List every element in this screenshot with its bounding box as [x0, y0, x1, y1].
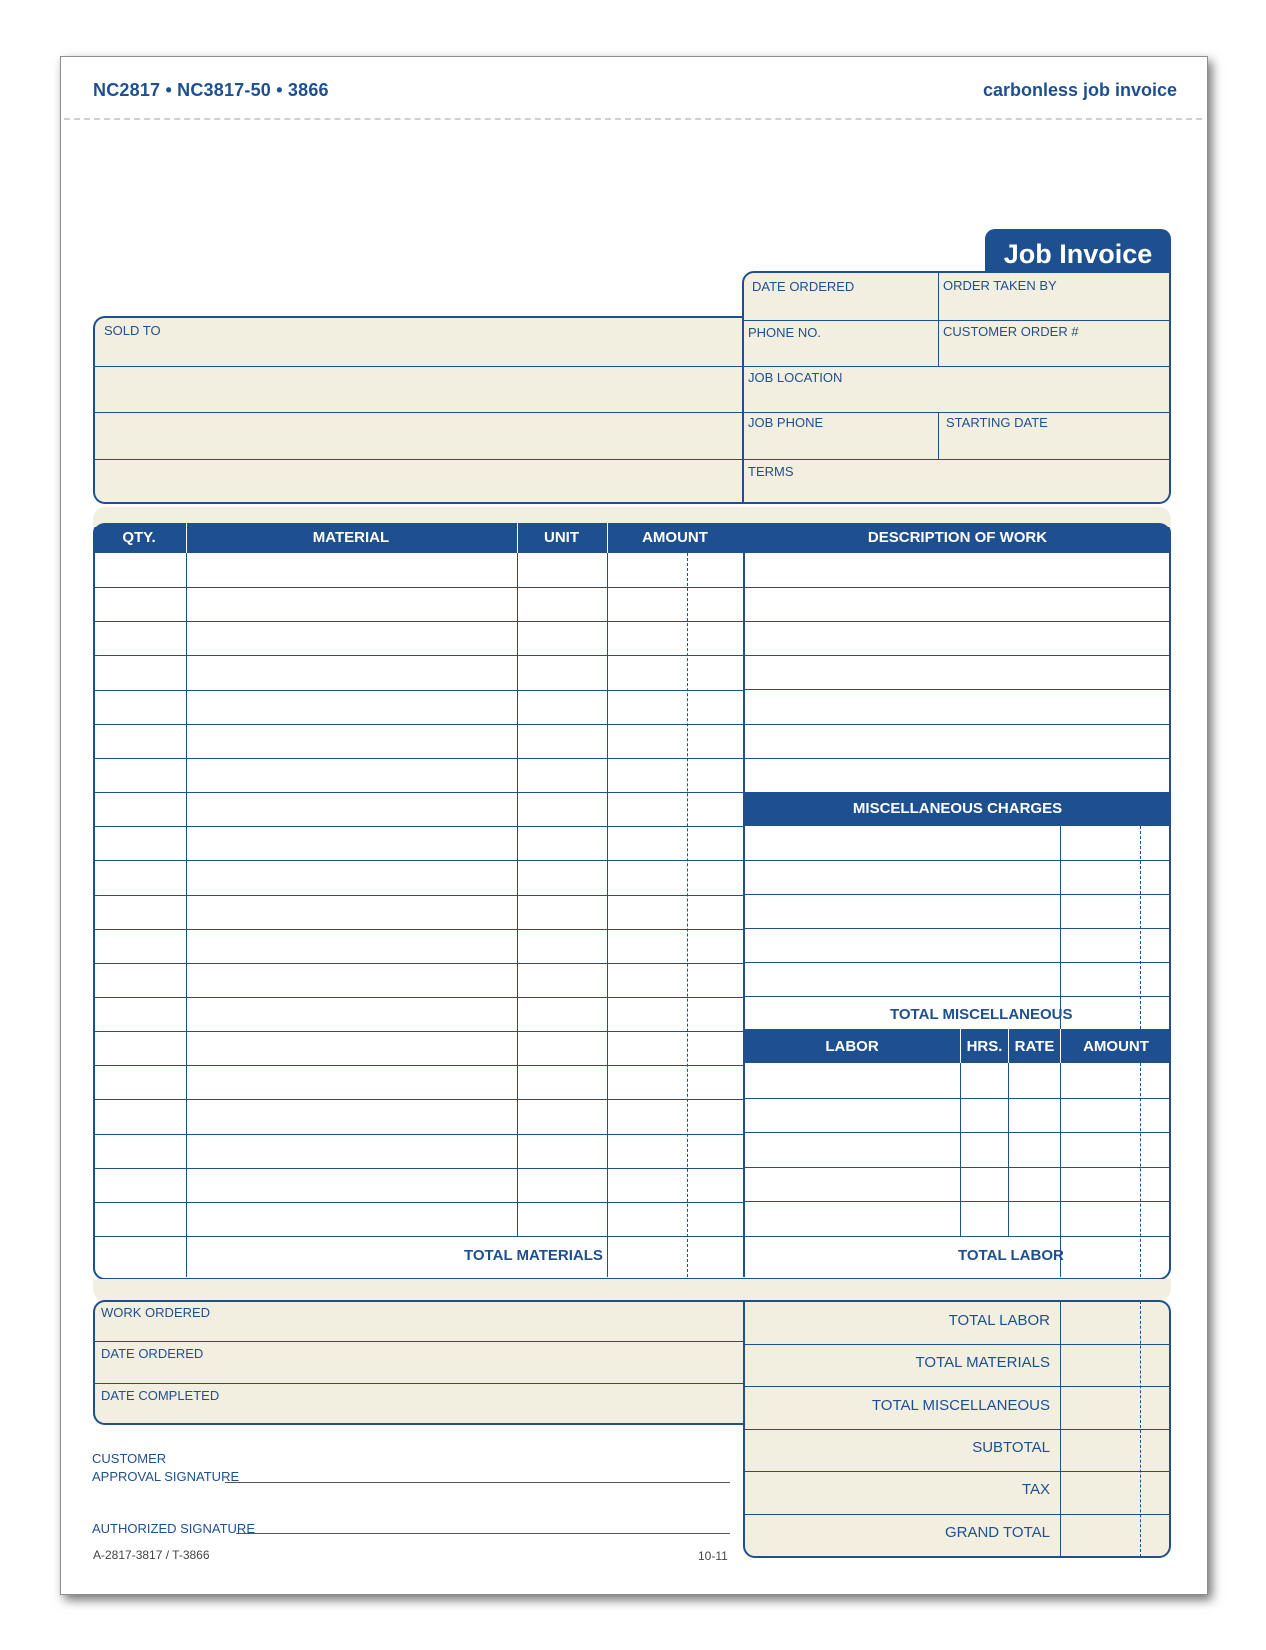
authorized-signature-line[interactable]	[236, 1533, 730, 1534]
material-row-line	[94, 1202, 743, 1203]
hrs-header: HRS.	[966, 1038, 1003, 1055]
total-misc-label: TOTAL MISCELLANEOUS	[890, 1006, 1073, 1023]
material-row-line	[94, 724, 743, 725]
material-row-line	[94, 690, 743, 691]
misc-row-line	[745, 928, 1170, 929]
material-row-line	[94, 758, 743, 759]
product-codes: NC2817 • NC3817-50 • 3866	[93, 80, 329, 100]
material-header: MATERIAL	[312, 529, 390, 546]
totals-line	[94, 1236, 1170, 1237]
order-divider	[938, 272, 939, 366]
order-info-box	[742, 271, 1171, 504]
summary-subtotal: SUBTOTAL	[972, 1439, 1050, 1456]
starting-date-label: STARTING DATE	[946, 415, 1048, 430]
job-phone-label: JOB PHONE	[748, 415, 824, 430]
material-row-line	[94, 895, 743, 896]
material-row-line	[94, 621, 743, 622]
description-row-line	[745, 689, 1170, 690]
sold-to-box	[93, 316, 743, 504]
sold-to-line	[94, 412, 742, 413]
labor-amount-header: AMOUNT	[1083, 1038, 1149, 1055]
order-line	[743, 412, 1170, 413]
summary-grand-total: GRAND TOTAL	[944, 1524, 1050, 1541]
summary-total-misc: TOTAL MISCELLANEOUS	[871, 1397, 1050, 1414]
misc-header: MISCELLANEOUS CHARGES	[744, 792, 1171, 826]
summary-tax: TAX	[1021, 1481, 1050, 1498]
phone-no-label: PHONE NO.	[748, 325, 821, 340]
unit-header: UNIT	[544, 529, 579, 546]
misc-row-line	[745, 894, 1170, 895]
customer-order-label: CUSTOMER ORDER #	[943, 324, 1079, 339]
misc-row-line	[745, 962, 1170, 963]
description-row-line	[745, 621, 1170, 622]
labor-row-line	[745, 1132, 1170, 1133]
misc-row-line	[745, 860, 1170, 861]
completion-line	[94, 1341, 744, 1342]
summary-row-line	[744, 1386, 1170, 1387]
customer-signature-label-1: CUSTOMER	[92, 1451, 167, 1466]
material-row-line	[94, 929, 743, 930]
material-row-line	[94, 1134, 743, 1135]
material-row-line	[94, 1065, 743, 1066]
date-completed-label: DATE COMPLETED	[101, 1388, 220, 1403]
labor-amount-line	[1060, 1063, 1061, 1277]
rate-line	[1008, 1063, 1009, 1236]
material-row-line	[94, 997, 743, 998]
header-divider	[607, 523, 608, 553]
misc-amount-line	[1060, 826, 1061, 1029]
summary-row-line	[744, 1344, 1170, 1345]
header-divider	[517, 523, 518, 553]
customer-signature-label-2: APPROVAL SIGNATURE	[92, 1469, 240, 1484]
labor-header: LABOR	[825, 1038, 879, 1055]
misc-cents-divider	[1140, 826, 1141, 1029]
revision-code: 10-11	[698, 1549, 728, 1563]
labor-row-line	[745, 1098, 1170, 1099]
labor-header-divider	[960, 1029, 961, 1063]
work-ordered-label: WORK ORDERED	[101, 1305, 211, 1320]
material-row-line	[94, 860, 743, 861]
description-row-line	[745, 587, 1170, 588]
order-divider	[938, 412, 939, 459]
material-row-line	[94, 792, 743, 793]
description-row-line	[745, 724, 1170, 725]
sold-to-line	[94, 459, 742, 460]
description-header: DESCRIPTION OF WORK	[744, 523, 1171, 553]
hrs-line	[960, 1063, 961, 1236]
total-materials-label: TOTAL MATERIALS	[464, 1247, 603, 1264]
labor-header-divider	[1060, 1029, 1061, 1063]
center-divider	[743, 523, 745, 1277]
job-location-label: JOB LOCATION	[748, 370, 843, 385]
summary-row-line	[744, 1514, 1170, 1515]
cents-divider	[687, 553, 688, 1277]
rate-header: RATE	[1014, 1038, 1055, 1055]
customer-signature-line[interactable]	[225, 1482, 730, 1483]
form-title: Job Invoice	[985, 229, 1171, 284]
authorized-signature-label: AUTHORIZED SIGNATURE	[92, 1521, 255, 1536]
perforation-line	[64, 118, 1202, 120]
qty-column-line	[186, 553, 187, 1277]
date-ordered-label: DATE ORDERED	[752, 279, 855, 294]
summary-row-line	[744, 1429, 1170, 1430]
order-line	[743, 320, 1170, 321]
date-ordered-bottom-label: DATE ORDERED	[101, 1346, 204, 1361]
labor-row-line	[745, 1167, 1170, 1168]
material-row-line	[94, 1099, 743, 1100]
summary-cents-divider	[1140, 1301, 1141, 1557]
unit-column-line	[607, 553, 608, 1277]
description-row-line	[745, 655, 1170, 656]
order-taken-by-label: ORDER TAKEN BY	[943, 278, 1057, 293]
summary-amount-line	[1060, 1301, 1061, 1557]
qty-header: QTY.	[122, 529, 156, 546]
brand-text: carbonless job invoice	[982, 80, 1177, 100]
order-line	[743, 366, 1170, 367]
material-row-line	[94, 963, 743, 964]
labor-cents-divider	[1140, 1063, 1141, 1277]
description-row-line	[745, 758, 1170, 759]
sold-to-line	[94, 366, 742, 367]
material-row-line	[94, 1168, 743, 1169]
material-row-line	[94, 1031, 743, 1032]
summary-total-labor: TOTAL LABOR	[948, 1312, 1050, 1329]
terms-label: TERMS	[748, 464, 794, 479]
amount-header: AMOUNT	[642, 529, 708, 546]
material-row-line	[94, 655, 743, 656]
tan-strip-bottom	[93, 1279, 1171, 1301]
misc-row-line	[745, 996, 1170, 997]
labor-row-line	[745, 1201, 1170, 1202]
material-column-line	[517, 553, 518, 1236]
summary-row-line	[744, 1471, 1170, 1472]
labor-header-divider	[1008, 1029, 1009, 1063]
material-row-line	[94, 587, 743, 588]
summary-total-materials: TOTAL MATERIALS	[915, 1354, 1050, 1371]
material-row-line	[94, 826, 743, 827]
order-line	[743, 459, 1170, 460]
total-labor-label: TOTAL LABOR	[958, 1247, 1064, 1264]
form-number: A-2817-3817 / T-3866	[93, 1548, 210, 1562]
sold-to-label: SOLD TO	[104, 323, 161, 338]
completion-line	[94, 1383, 744, 1384]
